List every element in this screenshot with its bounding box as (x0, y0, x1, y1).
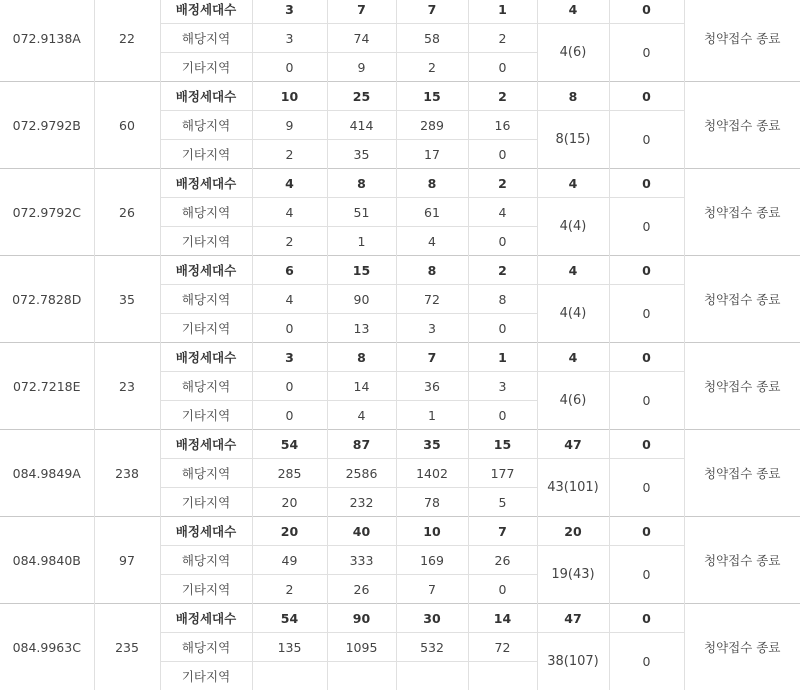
allocation-value: 8 (327, 169, 396, 198)
row-label-local: 해당지역 (160, 24, 252, 53)
supply-units-cell: 238 (94, 430, 160, 517)
merged-value-2: 0 (609, 111, 684, 169)
local-value: 90 (327, 285, 396, 314)
merged-value-2: 0 (609, 372, 684, 430)
allocation-value: 0 (609, 343, 684, 372)
allocation-value: 30 (396, 604, 468, 633)
local-value: 3 (252, 24, 327, 53)
other-value (468, 662, 537, 690)
allocation-value: 7 (468, 517, 537, 546)
other-value: 0 (468, 140, 537, 169)
status-cell: 청약접수 종료 (684, 82, 800, 169)
merged-value-2: 0 (609, 24, 684, 82)
allocation-value: 10 (252, 82, 327, 111)
supply-units-cell: 26 (94, 169, 160, 256)
allocation-value: 1 (468, 0, 537, 24)
merged-value: 4(4) (537, 285, 609, 343)
other-value: 0 (252, 314, 327, 343)
allocation-value: 0 (609, 604, 684, 633)
allocation-value: 7 (396, 343, 468, 372)
allocation-value: 2 (468, 82, 537, 111)
local-value: 58 (396, 24, 468, 53)
row-label-allocation: 배정세대수 (160, 430, 252, 459)
local-value: 8 (468, 285, 537, 314)
merged-value: 19(43) (537, 546, 609, 604)
row-label-allocation: 배정세대수 (160, 0, 252, 24)
table-row (0, 169, 800, 198)
local-value: 36 (396, 372, 468, 401)
row-label-local: 해당지역 (160, 633, 252, 662)
allocation-value: 4 (537, 0, 609, 24)
row-label-local: 해당지역 (160, 459, 252, 488)
local-value: 0 (252, 372, 327, 401)
row-label-other: 기타지역 (160, 575, 252, 604)
merged-value-2: 0 (609, 285, 684, 343)
merged-value: 38(107) (537, 633, 609, 690)
local-value: 177 (468, 459, 537, 488)
allocation-value: 8 (396, 256, 468, 285)
allocation-value: 20 (252, 517, 327, 546)
local-value: 333 (327, 546, 396, 575)
status-cell: 청약접수 종료 (684, 517, 800, 604)
other-value: 0 (468, 575, 537, 604)
local-value: 289 (396, 111, 468, 140)
allocation-value: 4 (537, 256, 609, 285)
allocation-value: 10 (396, 517, 468, 546)
allocation-value: 0 (609, 517, 684, 546)
housing-type-cell: 084.9840B (0, 517, 94, 604)
table-row (0, 604, 800, 633)
allocation-value: 15 (468, 430, 537, 459)
local-value: 51 (327, 198, 396, 227)
row-label-other: 기타지역 (160, 401, 252, 430)
allocation-value: 2 (468, 169, 537, 198)
local-value: 9 (252, 111, 327, 140)
status-cell: 청약접수 종료 (684, 169, 800, 256)
allocation-value: 40 (327, 517, 396, 546)
merged-value: 43(101) (537, 459, 609, 517)
row-label-local: 해당지역 (160, 372, 252, 401)
other-value: 3 (396, 314, 468, 343)
row-label-allocation: 배정세대수 (160, 517, 252, 546)
allocation-value: 0 (609, 256, 684, 285)
allocation-value: 7 (327, 0, 396, 24)
allocation-value: 0 (609, 169, 684, 198)
allocation-value: 4 (252, 169, 327, 198)
other-value: 0 (468, 53, 537, 82)
local-value: 4 (468, 198, 537, 227)
merged-value-2: 0 (609, 633, 684, 690)
row-label-local: 해당지역 (160, 111, 252, 140)
other-value: 26 (327, 575, 396, 604)
local-value: 16 (468, 111, 537, 140)
other-value: 0 (252, 401, 327, 430)
row-label-allocation: 배정세대수 (160, 604, 252, 633)
allocation-value: 54 (252, 604, 327, 633)
allocation-value: 87 (327, 430, 396, 459)
housing-type-cell: 072.9138A (0, 0, 94, 82)
table-row (0, 0, 800, 24)
other-value: 0 (468, 401, 537, 430)
allocation-value: 47 (537, 430, 609, 459)
row-label-allocation: 배정세대수 (160, 343, 252, 372)
other-value: 7 (396, 575, 468, 604)
status-cell: 청약접수 종료 (684, 0, 800, 82)
other-value (252, 662, 327, 690)
allocation-value: 7 (396, 0, 468, 24)
row-label-allocation: 배정세대수 (160, 169, 252, 198)
row-label-allocation: 배정세대수 (160, 256, 252, 285)
other-value: 35 (327, 140, 396, 169)
housing-type-cell: 072.7828D (0, 256, 94, 343)
housing-type-cell: 084.9963C (0, 604, 94, 690)
allocation-value: 14 (468, 604, 537, 633)
other-value: 17 (396, 140, 468, 169)
row-label-local: 해당지역 (160, 546, 252, 575)
supply-units-cell: 235 (94, 604, 160, 690)
row-label-other: 기타지역 (160, 662, 252, 690)
local-value: 414 (327, 111, 396, 140)
merged-value: 4(6) (537, 372, 609, 430)
allocation-value: 0 (609, 82, 684, 111)
allocation-value: 20 (537, 517, 609, 546)
local-value: 532 (396, 633, 468, 662)
local-value: 3 (468, 372, 537, 401)
merged-value-2: 0 (609, 546, 684, 604)
allocation-value: 3 (252, 343, 327, 372)
housing-type-cell: 084.9849A (0, 430, 94, 517)
row-label-other: 기타지역 (160, 53, 252, 82)
local-value: 49 (252, 546, 327, 575)
local-value: 135 (252, 633, 327, 662)
allocation-value: 0 (609, 0, 684, 24)
row-label-other: 기타지역 (160, 140, 252, 169)
supply-units-cell: 35 (94, 256, 160, 343)
allocation-value: 54 (252, 430, 327, 459)
other-value (327, 662, 396, 690)
allocation-value: 3 (252, 0, 327, 24)
local-value: 2 (468, 24, 537, 53)
local-value: 4 (252, 198, 327, 227)
local-value: 1402 (396, 459, 468, 488)
merged-value: 4(4) (537, 198, 609, 256)
status-cell: 청약접수 종료 (684, 256, 800, 343)
other-value: 4 (327, 401, 396, 430)
allocation-value: 2 (468, 256, 537, 285)
other-value: 20 (252, 488, 327, 517)
other-value: 0 (252, 53, 327, 82)
allocation-value: 15 (396, 82, 468, 111)
other-value: 4 (396, 227, 468, 256)
merged-value: 4(6) (537, 24, 609, 82)
row-label-other: 기타지역 (160, 314, 252, 343)
allocation-value: 0 (609, 430, 684, 459)
other-value: 2 (252, 227, 327, 256)
merged-value-2: 0 (609, 198, 684, 256)
table-row (0, 256, 800, 285)
housing-type-cell: 072.9792C (0, 169, 94, 256)
other-value: 78 (396, 488, 468, 517)
housing-type-cell: 072.7218E (0, 343, 94, 430)
table-row (0, 343, 800, 372)
other-value: 1 (327, 227, 396, 256)
allocation-value: 8 (327, 343, 396, 372)
supply-units-cell: 97 (94, 517, 160, 604)
housing-type-cell: 072.9792B (0, 82, 94, 169)
other-value: 9 (327, 53, 396, 82)
table-row (0, 517, 800, 546)
local-value: 285 (252, 459, 327, 488)
merged-value: 8(15) (537, 111, 609, 169)
local-value: 72 (396, 285, 468, 314)
row-label-other: 기타지역 (160, 227, 252, 256)
local-value: 74 (327, 24, 396, 53)
allocation-value: 8 (537, 82, 609, 111)
local-value: 2586 (327, 459, 396, 488)
allocation-value: 90 (327, 604, 396, 633)
other-value: 2 (252, 575, 327, 604)
table-row (0, 82, 800, 111)
other-value: 0 (468, 314, 537, 343)
other-value: 2 (396, 53, 468, 82)
local-value: 72 (468, 633, 537, 662)
table-row (0, 430, 800, 459)
row-label-local: 해당지역 (160, 285, 252, 314)
merged-value-2: 0 (609, 459, 684, 517)
other-value: 0 (468, 227, 537, 256)
supply-units-cell: 23 (94, 343, 160, 430)
other-value: 13 (327, 314, 396, 343)
allocation-value: 35 (396, 430, 468, 459)
row-label-local: 해당지역 (160, 198, 252, 227)
allocation-value: 6 (252, 256, 327, 285)
local-value: 26 (468, 546, 537, 575)
allocation-value: 4 (537, 169, 609, 198)
allocation-value: 1 (468, 343, 537, 372)
other-value: 232 (327, 488, 396, 517)
other-value: 5 (468, 488, 537, 517)
allocation-value: 25 (327, 82, 396, 111)
other-value: 2 (252, 140, 327, 169)
local-value: 1095 (327, 633, 396, 662)
row-label-other: 기타지역 (160, 488, 252, 517)
supply-units-cell: 60 (94, 82, 160, 169)
status-cell: 청약접수 종료 (684, 343, 800, 430)
allocation-value: 15 (327, 256, 396, 285)
local-value: 61 (396, 198, 468, 227)
local-value: 14 (327, 372, 396, 401)
supply-units-cell: 22 (94, 0, 160, 82)
allocation-value: 4 (537, 343, 609, 372)
other-value (396, 662, 468, 690)
row-label-allocation: 배정세대수 (160, 82, 252, 111)
allocation-value: 8 (396, 169, 468, 198)
local-value: 4 (252, 285, 327, 314)
status-cell: 청약접수 종료 (684, 430, 800, 517)
local-value: 169 (396, 546, 468, 575)
other-value: 1 (396, 401, 468, 430)
allocation-value: 47 (537, 604, 609, 633)
status-cell: 청약접수 종료 (684, 604, 800, 690)
